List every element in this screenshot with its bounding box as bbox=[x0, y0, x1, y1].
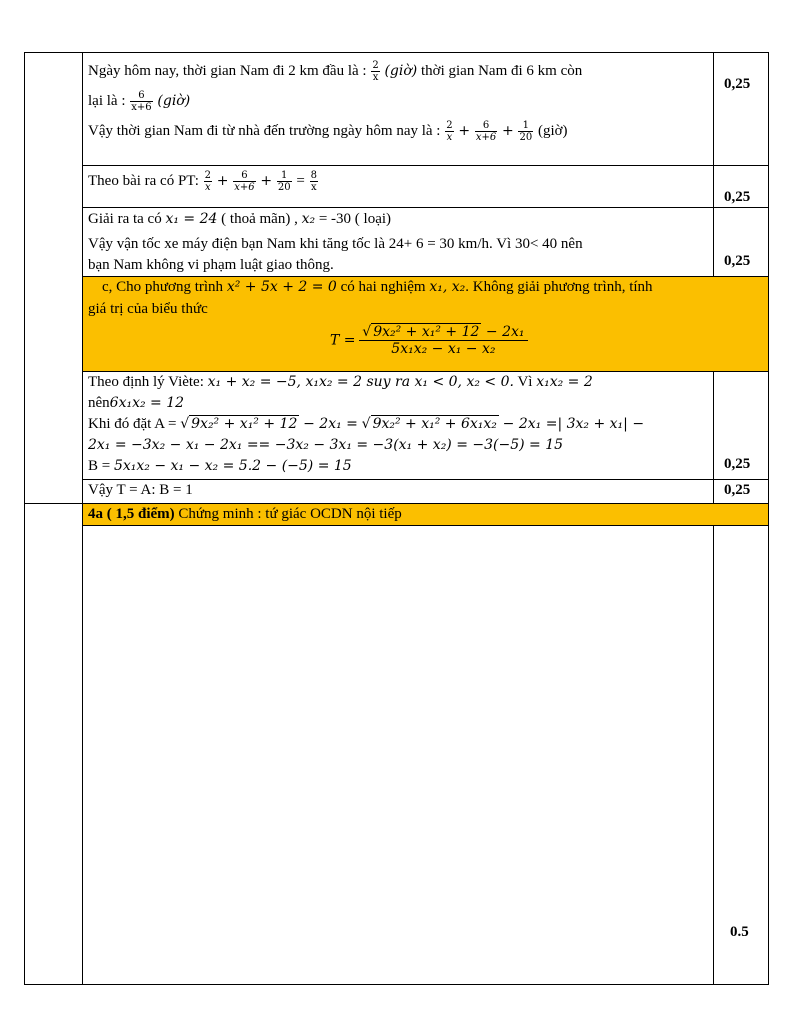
score-row1: 0,25 bbox=[724, 76, 751, 92]
unit-text: (giờ) bbox=[157, 92, 191, 109]
row5-text: nên bbox=[88, 395, 110, 411]
row3-text: ( thoả mãn) , bbox=[221, 211, 298, 227]
row5-text: Khi đó đặt A = bbox=[88, 416, 177, 432]
row-divider bbox=[82, 525, 769, 526]
row5-text: B = bbox=[88, 458, 111, 474]
row4-text: có hai nghiệm bbox=[340, 279, 426, 295]
math-expression: 5x₁x₂ − x₁ − x₂ = 5.2 − (−5) = 15 bbox=[113, 458, 352, 474]
math-expression: 9x₂² + x₁² + 12 bbox=[191, 416, 298, 432]
row5-line1 bbox=[88, 374, 593, 391]
row4-line1 bbox=[102, 279, 653, 296]
row4-text: c, Cho phương trình bbox=[102, 279, 224, 295]
unit-text: (giờ) bbox=[537, 122, 568, 139]
row5-line2 bbox=[88, 395, 184, 412]
row-divider bbox=[24, 503, 769, 504]
row-divider bbox=[82, 371, 769, 372]
row7-line bbox=[88, 506, 402, 523]
t-fraction: $\frac{\text{√ 9x₂² + x₁² + 12 − 2x₁}}{\text{5x₁x₂ − x₁ − x₂}}$ bbox=[359, 324, 527, 357]
row4-line2: giá trị của biểu thức bbox=[88, 301, 208, 317]
row5-line4: 2x₁ = −3x₂ − x₁ − 2x₁ == −3x₂ − 3x₁ = −3(x₁ + x₂) = −3(−5) = 15 bbox=[88, 437, 564, 453]
table-border-col2-lower bbox=[713, 371, 714, 503]
row3-text: = -30 ( loại) bbox=[318, 211, 392, 227]
math-expression: x₁ = 24 bbox=[165, 211, 218, 227]
table-border-bottom bbox=[24, 984, 769, 985]
table-border-col2 bbox=[713, 52, 714, 276]
row3-text: Giải ra ta có bbox=[88, 211, 162, 227]
row1-line2 bbox=[88, 90, 190, 113]
row1-text: lại là : bbox=[88, 92, 126, 109]
row1-text: Ngày hôm nay, thời gian Nam đi 2 km đầu là : bbox=[88, 62, 367, 79]
row1-text: thời gian Nam đi 6 km còn bbox=[421, 62, 583, 79]
fraction: $\frac{6}{x+6}$ bbox=[131, 90, 152, 113]
unit-text: (giờ) bbox=[384, 62, 418, 79]
row3-line3: bạn Nam không vi phạm luật giao thông. bbox=[88, 257, 334, 273]
row3-line2: Vậy vận tốc xe máy điện bạn Nam khi tăng tốc là 24+ 6 = 30 km/h. Vì 30< 40 nên bbox=[88, 236, 583, 252]
fraction: $\frac{1}{20}$ bbox=[519, 120, 533, 143]
table-border-right bbox=[768, 52, 769, 985]
row-divider bbox=[82, 479, 769, 480]
score-row8: 0.5 bbox=[730, 924, 749, 940]
t-expression bbox=[330, 324, 528, 357]
table-border-col2-bottom bbox=[713, 525, 714, 985]
fraction: $\frac{2}{x}$ bbox=[446, 120, 453, 143]
score-row2: 0,25 bbox=[724, 189, 751, 205]
math-expression: x₂ bbox=[301, 211, 316, 227]
fraction: $\frac{2}{x}$ bbox=[372, 60, 379, 83]
t-label: T = bbox=[330, 332, 356, 349]
row-divider bbox=[82, 165, 769, 166]
fraction: $\frac{6}{x+6}$ bbox=[475, 120, 497, 143]
row-divider bbox=[82, 276, 769, 277]
score-row3: 0,25 bbox=[724, 253, 751, 269]
answer-table bbox=[24, 52, 769, 985]
math-expression: x² + 5x + 2 = 0 bbox=[226, 279, 337, 295]
math-expression: 6x₁x₂ = 12 bbox=[109, 395, 185, 411]
score-row6: 0,25 bbox=[724, 482, 751, 498]
row2-text: Theo bài ra có PT: bbox=[88, 172, 199, 189]
row1-line1 bbox=[88, 60, 582, 83]
math-expression: x₁x₂ = 2 bbox=[536, 374, 593, 390]
table-border-top bbox=[24, 52, 769, 53]
table-border-left bbox=[24, 52, 25, 985]
row6-line: Vậy T = A: B = 1 bbox=[88, 482, 193, 498]
row5-text: Vì bbox=[517, 374, 533, 390]
math-expression: 9x₂² + x₁² + 6x₁x₂ bbox=[372, 416, 497, 432]
math-expression: x₁ + x₂ = −5, x₁x₂ = 2 suy ra x₁ < 0, x₂ < 0. bbox=[207, 374, 514, 390]
row5-line5 bbox=[88, 458, 352, 475]
math-expression: − 2x₁ = bbox=[303, 416, 358, 432]
question-number: 4a ( 1,5 điểm) bbox=[88, 506, 175, 522]
question-text: Chứng minh : tứ giác OCDN nội tiếp bbox=[178, 506, 402, 522]
fraction: $\frac{1}{20}$ bbox=[277, 170, 291, 193]
table-border-col1 bbox=[82, 52, 83, 985]
fraction: $\frac{6}{x+6}$ bbox=[234, 170, 255, 193]
row5-text: Theo định lý Viète: bbox=[88, 374, 204, 390]
row2-line: Theo bài ra có PT: $\frac{2}{x}$ + $\frac{6}{x+6}$ + $\frac{1}{20}$ = $\frac{8}{x}$ bbox=[88, 170, 317, 193]
math-expression: − 2x₁ =| 3x₂ + x₁| − bbox=[502, 416, 645, 432]
row-divider bbox=[82, 207, 769, 208]
row5-line3: Khi đó đặt A = √ 9x₂² + x₁² + 12 − 2x₁ = √ 9x₂² + x₁² + 6x₁x₂ − 2x₁ =| 3x₂ + x₁| − bbox=[88, 416, 645, 432]
row4-text: . Không giải phương trình, tính bbox=[465, 279, 653, 295]
row3-line1 bbox=[88, 211, 391, 228]
row1-line3: Vậy thời gian Nam đi từ nhà đến trường ngày hôm nay là : $\frac{2}{x}$ + $\frac{6}{x+6}$ + $\frac{1}{20}$ (giờ) bbox=[88, 120, 568, 143]
score-row5: 0,25 bbox=[724, 456, 751, 472]
fraction: $\frac{2}{x}$ bbox=[204, 170, 212, 193]
row1-text: Vậy thời gian Nam đi từ nhà đến trường ngày hôm nay là : bbox=[88, 122, 441, 139]
math-expression: x₁, x₂ bbox=[429, 279, 466, 295]
fraction: $\frac{8}{x}$ bbox=[310, 170, 317, 193]
